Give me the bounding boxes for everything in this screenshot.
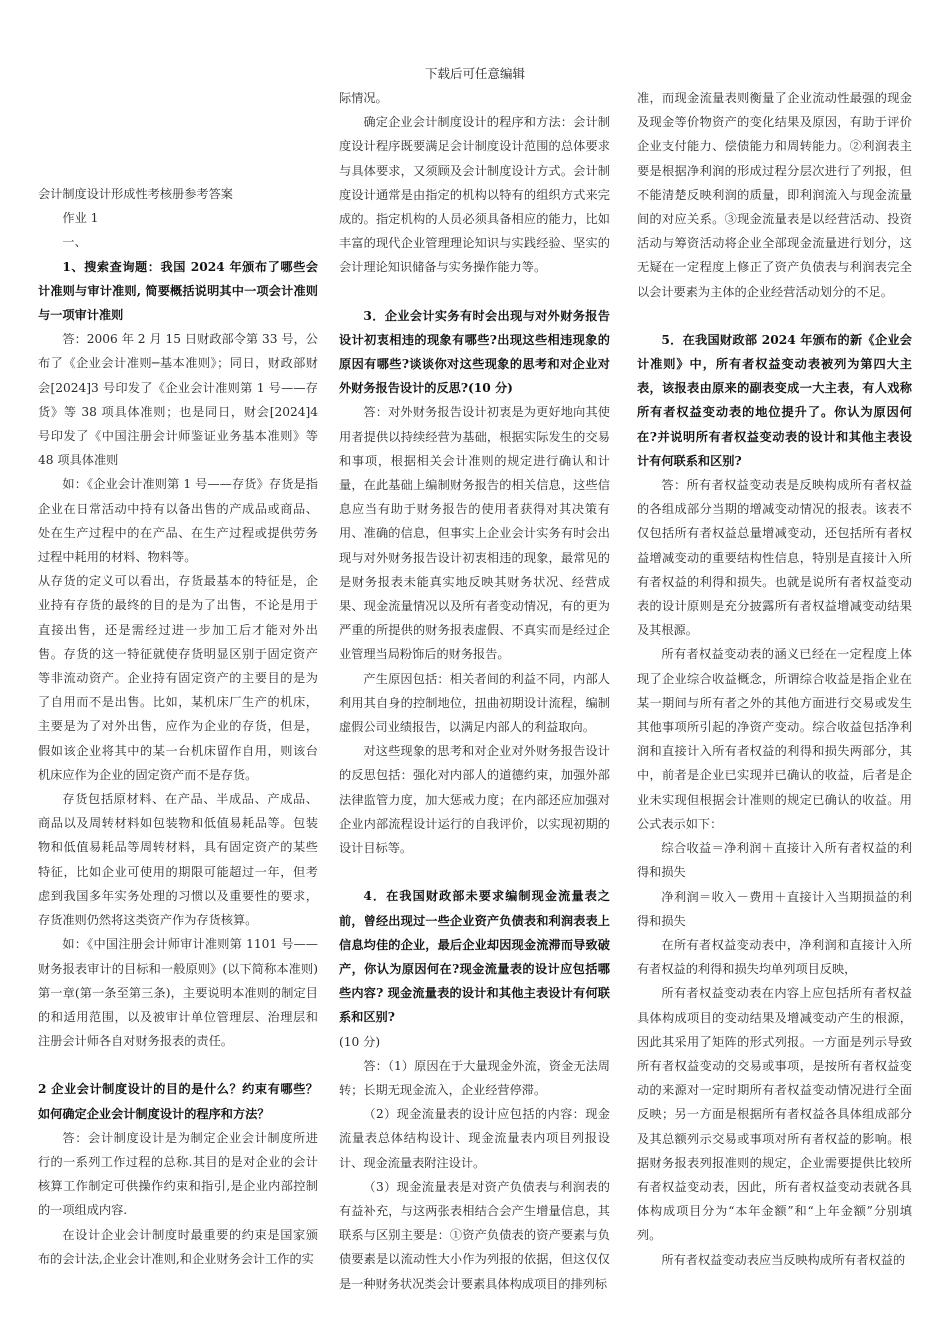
page-header: 下载后可任意编辑 xyxy=(424,66,525,81)
paragraph-spacer xyxy=(339,860,610,884)
paragraph: 从存货的定义可以看出，存货最基本的特征是，企业持有存货的最终的目的是为了出售，不论是用于直接出售，还是需经过进一步加工后才能对外出售。存货的这一特征就使存货明显区别于固定资产等非流动资产。企业持有固定资产的主要目的是为了自用而不是出售。比如，某机床厂生产的机床，主要是为了对外出售，应作为企业的存货，但是，假如该企业将其中的某一台机床留作自用，则该台机床应作为企业的固定资产而不是存货。 xyxy=(38,574,318,782)
paragraph: 答：会计制度设计是为制定企业会计制度所进行的一系列工作过程的总称.其目的是对企业的会计核算工作制定可供操作约束和指引,是企业内部控制的一项组成内容. xyxy=(38,1130,318,1218)
paragraph: 产生原因包括：相关者间的利益不同，内部人利用其自身的控制地位，扭曲初期设计流程，编制虚假公司业绩报告，以满足内部人的利益取向。 xyxy=(339,671,610,735)
paragraph-spacer xyxy=(339,280,610,304)
paragraph: 会计制度设计形成性考核册参考答案 xyxy=(38,187,233,201)
paragraph: 作业 1 xyxy=(62,211,99,226)
paragraph: 所有者权益变动表在内容上应包括所有者权益具体构成项目的变动结果及增减变动产生的根源，因此其采用了矩阵的形式列报。一方面是列示导致所有者权益变动的交易或事项，是按所有者权益变动的来源对一定时期所有者权益变动情况进行全面反映；另一方面是根据所有者权益各具体组成部分及其总额列示交易或事项对所有者权益的影响。根据财务报表列报准则的规定，企业需要提供比较所有者权益变动表，因此，所有者权益变动表就各具体构成项目分为“本年金额”和“上年金额”分别填列。 xyxy=(637,986,912,1243)
paragraph: 际情况。 xyxy=(339,91,388,105)
paragraph: 净利润＝收入－费用＋直接计入当期损益的利得和损失 xyxy=(637,889,912,928)
paragraph: 综合收益＝净利润＋直接计入所有者权益的利得和损失 xyxy=(637,841,912,880)
question-heading: 3．企业会计实务有时会出现与对外财务报告设计初衷相违的现象有哪些?出现这些相违现象的原因有哪些?谈谈你对这些现象的思考和对企业对外财务报告设计的反思?(10 分) xyxy=(339,308,610,396)
question-heading: 1、搜索查询题：我国 2024 年颁布了哪些会计准则与审计准则, 简要概括说明其中一项会计准则与一项审计准则 xyxy=(38,259,318,323)
column-middle xyxy=(339,86,610,1296)
paragraph: 如：《企业会计准则第 1 号——存货》存货是指企业在日常活动中持有以备出售的产成品或商品、处在生产过程中的在产品、在生产过程或提供劳务过程中耗用的材料、物料等。 xyxy=(38,477,318,565)
paragraph: 答：对外财务报告设计初衷是为更好地向其使用者提供以持续经营为基础，根据实际发生的交易和事项，根据相关会计准则的规定进行确认和计量，在此基础上编制财务报告的相关信息，这些信息应当有助于财务报告的使用者获得对其决策有用、准确的信息，但事实上企业会计实务有时会出现与对外财务报告设计初衷相违的现象，最常见的是财务报表未能真实地反映其财务状况、经营成果、现金流量情况以及所有者变动情况，有的更为严重的所提供的财务报表虚假、不真实而是经过企业管理当局粉饰后的财务报告。 xyxy=(339,405,610,662)
question-heading: 4．在我国财政部未要求编制现金流量表之前，曾经出现过一些企业资产负债表和利润表表上信息均佳的企业，最后企业却因现金流滞而导致破产，你认为原因何在?现金流量表的设计应包括哪些内容? 现金流量表的设计和其他主表设计有何联系和区别? xyxy=(339,889,610,1025)
paragraph: 答：（1）原因在于大量现金外流，资金无法周转；长期无现金流入，企业经营停滞。 xyxy=(339,1058,610,1097)
paragraph: (10 分) xyxy=(339,1034,381,1049)
paragraph: 在设计企业会计制度时最重要的约束是国家颁布的会计法,企业会计准则,和企业财务会计工作的实 xyxy=(38,1227,318,1266)
paragraph: 对这些现象的思考和对企业对外财务报告设计的反思包括：强化对内部人的道德约束，加强外部法律监管力度，加大惩戒力度；在内部还应加强对企业内部流程设计运行的自我评价，以实现初期的设计目标等。 xyxy=(339,744,610,856)
paragraph: 答：所有者权益变动表是反映构成所有者权益的各组成部分当期的增减变动情况的报表。该表不仅包括所有者权益总量增减变动，还包括所有者权益增减变动的重要结构性信息，特别是直接计入所有者权益的利得和损失。也就是说所有者权益变动表的设计原则是充分披露所有者权益增减变动结果及其根源。 xyxy=(637,478,912,638)
paragraph: 答：2006 年 2 月 15 日财政部令第 33 号，公布了《企业会计准则─基本准则》；同日，财政部财会[2024]3 号印发了《企业会计准则第 1 号——存货》等 38 项具体准则；也是同日，财会[2024]4 号印发了《中国注册会计师鉴证业务基本准则》等 48 项具体准则 xyxy=(38,332,318,468)
paragraph: 存货包括原材料、在产品、半成品、产成品、商品以及周转材料如包装物和低值易耗品等。包装物和低值易耗品等周转材料，具有固定资产的某些特征，比如企业可使用的期限可能超过一年，但考虑到我国多年实务处理的习惯以及重要性的要求，存货准则仍然将这类资产作为存货核算。 xyxy=(38,792,318,928)
question-heading: 2 企业会计制度设计的目的是什么？约束有哪些？如何确定企业会计制度设计的程序和方法？ xyxy=(38,1082,318,1121)
column-left xyxy=(38,182,318,1271)
paragraph: 在所有者权益变动表中，净利润和直接计入所有者权益的利得和损失均单列项目反映， xyxy=(637,937,912,977)
question-heading: 5．在我国财政部 2024 年颁布的新《企业会计准则》中，所有者权益变动表被列为第四大主表，该报表由原来的副表变成一大主表，有人戏称所有者权益变动表的地位提升了。你认为原因何在?并说明所有者权益变动表的设计和其他主表设计有何联系和区别? xyxy=(637,332,912,468)
paragraph: 所有者权益变动表应当反映构成所有者权益的 xyxy=(661,1252,906,1267)
paragraph-spacer xyxy=(637,304,912,328)
paragraph: 准，而现金流量表则衡量了企业流动性最强的现金及现金等价物资产的变化结果及原因，有助于评价企业支付能力、偿债能力和周转能力。②利润表主要是根据净利润的形成过程分层次进行了列报，但不能清楚反映利润的质量，即利润流入与现金流量间的对应关系。③现金流量表是以经营活动、投资活动与筹资活动将企业全部现金流量进行划分，这无疑在一定程度上修正了资产负债表与利润表完全以会计要素为主体的企业经营活动划分的不足。 xyxy=(637,91,912,299)
paragraph-spacer xyxy=(38,1053,318,1077)
paragraph: （3）现金流量表是对资产负债表与利润表的有益补充，与这两张表相结合会产生增量信息，其联系与区别主要是：①资产负债表的资产要素与负债要素是以流动性大小作为列报的依据，但这仅仅是一种财务状况类会计要素具体构成项目的排列标 xyxy=(339,1179,610,1291)
paragraph: 如：《中国注册会计师审计准则第 1101 号——财务报表审计的目标和一般原则》(以下简称本准则)第一章(第一条至第三条)，主要说明本准则的制定目的和适用范围，以及被审计单位管理层、治理层和注册会计师各自对财务报表的责任。 xyxy=(38,937,318,1049)
column-right xyxy=(637,86,912,1272)
paragraph: （2）现金流量表的设计应包括的内容：现金流量表总体结构设计、现金流量表内项目列报设计、现金流量表附注设计。 xyxy=(339,1107,610,1170)
paragraph: 一、 xyxy=(62,235,87,250)
paragraph: 所有者权益变动表的涵义已经在一定程度上体现了企业综合收益概念，所谓综合收益是指企业在某一期间与所有者之外的其他方面进行交易或发生其他事项所引起的净资产变动。综合收益包括净利润和直接计入所有者权益的利得和损失两部分，其中，前者是企业已实现并已确认的收益，后者是企业未实现但根据会计准则的规定已确认的收益。用公式表示如下： xyxy=(637,647,912,831)
paragraph: 确定企业会计制度设计的程序和方法：会计制度设计程序既要满足会计制度设计范围的总体要求与具体要求，又须顾及会计制度设计方式。会计制度设计通常是由指定的机构以特有的组织方式来完成的。指定机构的人员必须具备相应的能力，比如丰富的现代企业管理理论知识与实践经验、坚实的会计理论知识储备与实务操作能力等。 xyxy=(339,115,610,275)
